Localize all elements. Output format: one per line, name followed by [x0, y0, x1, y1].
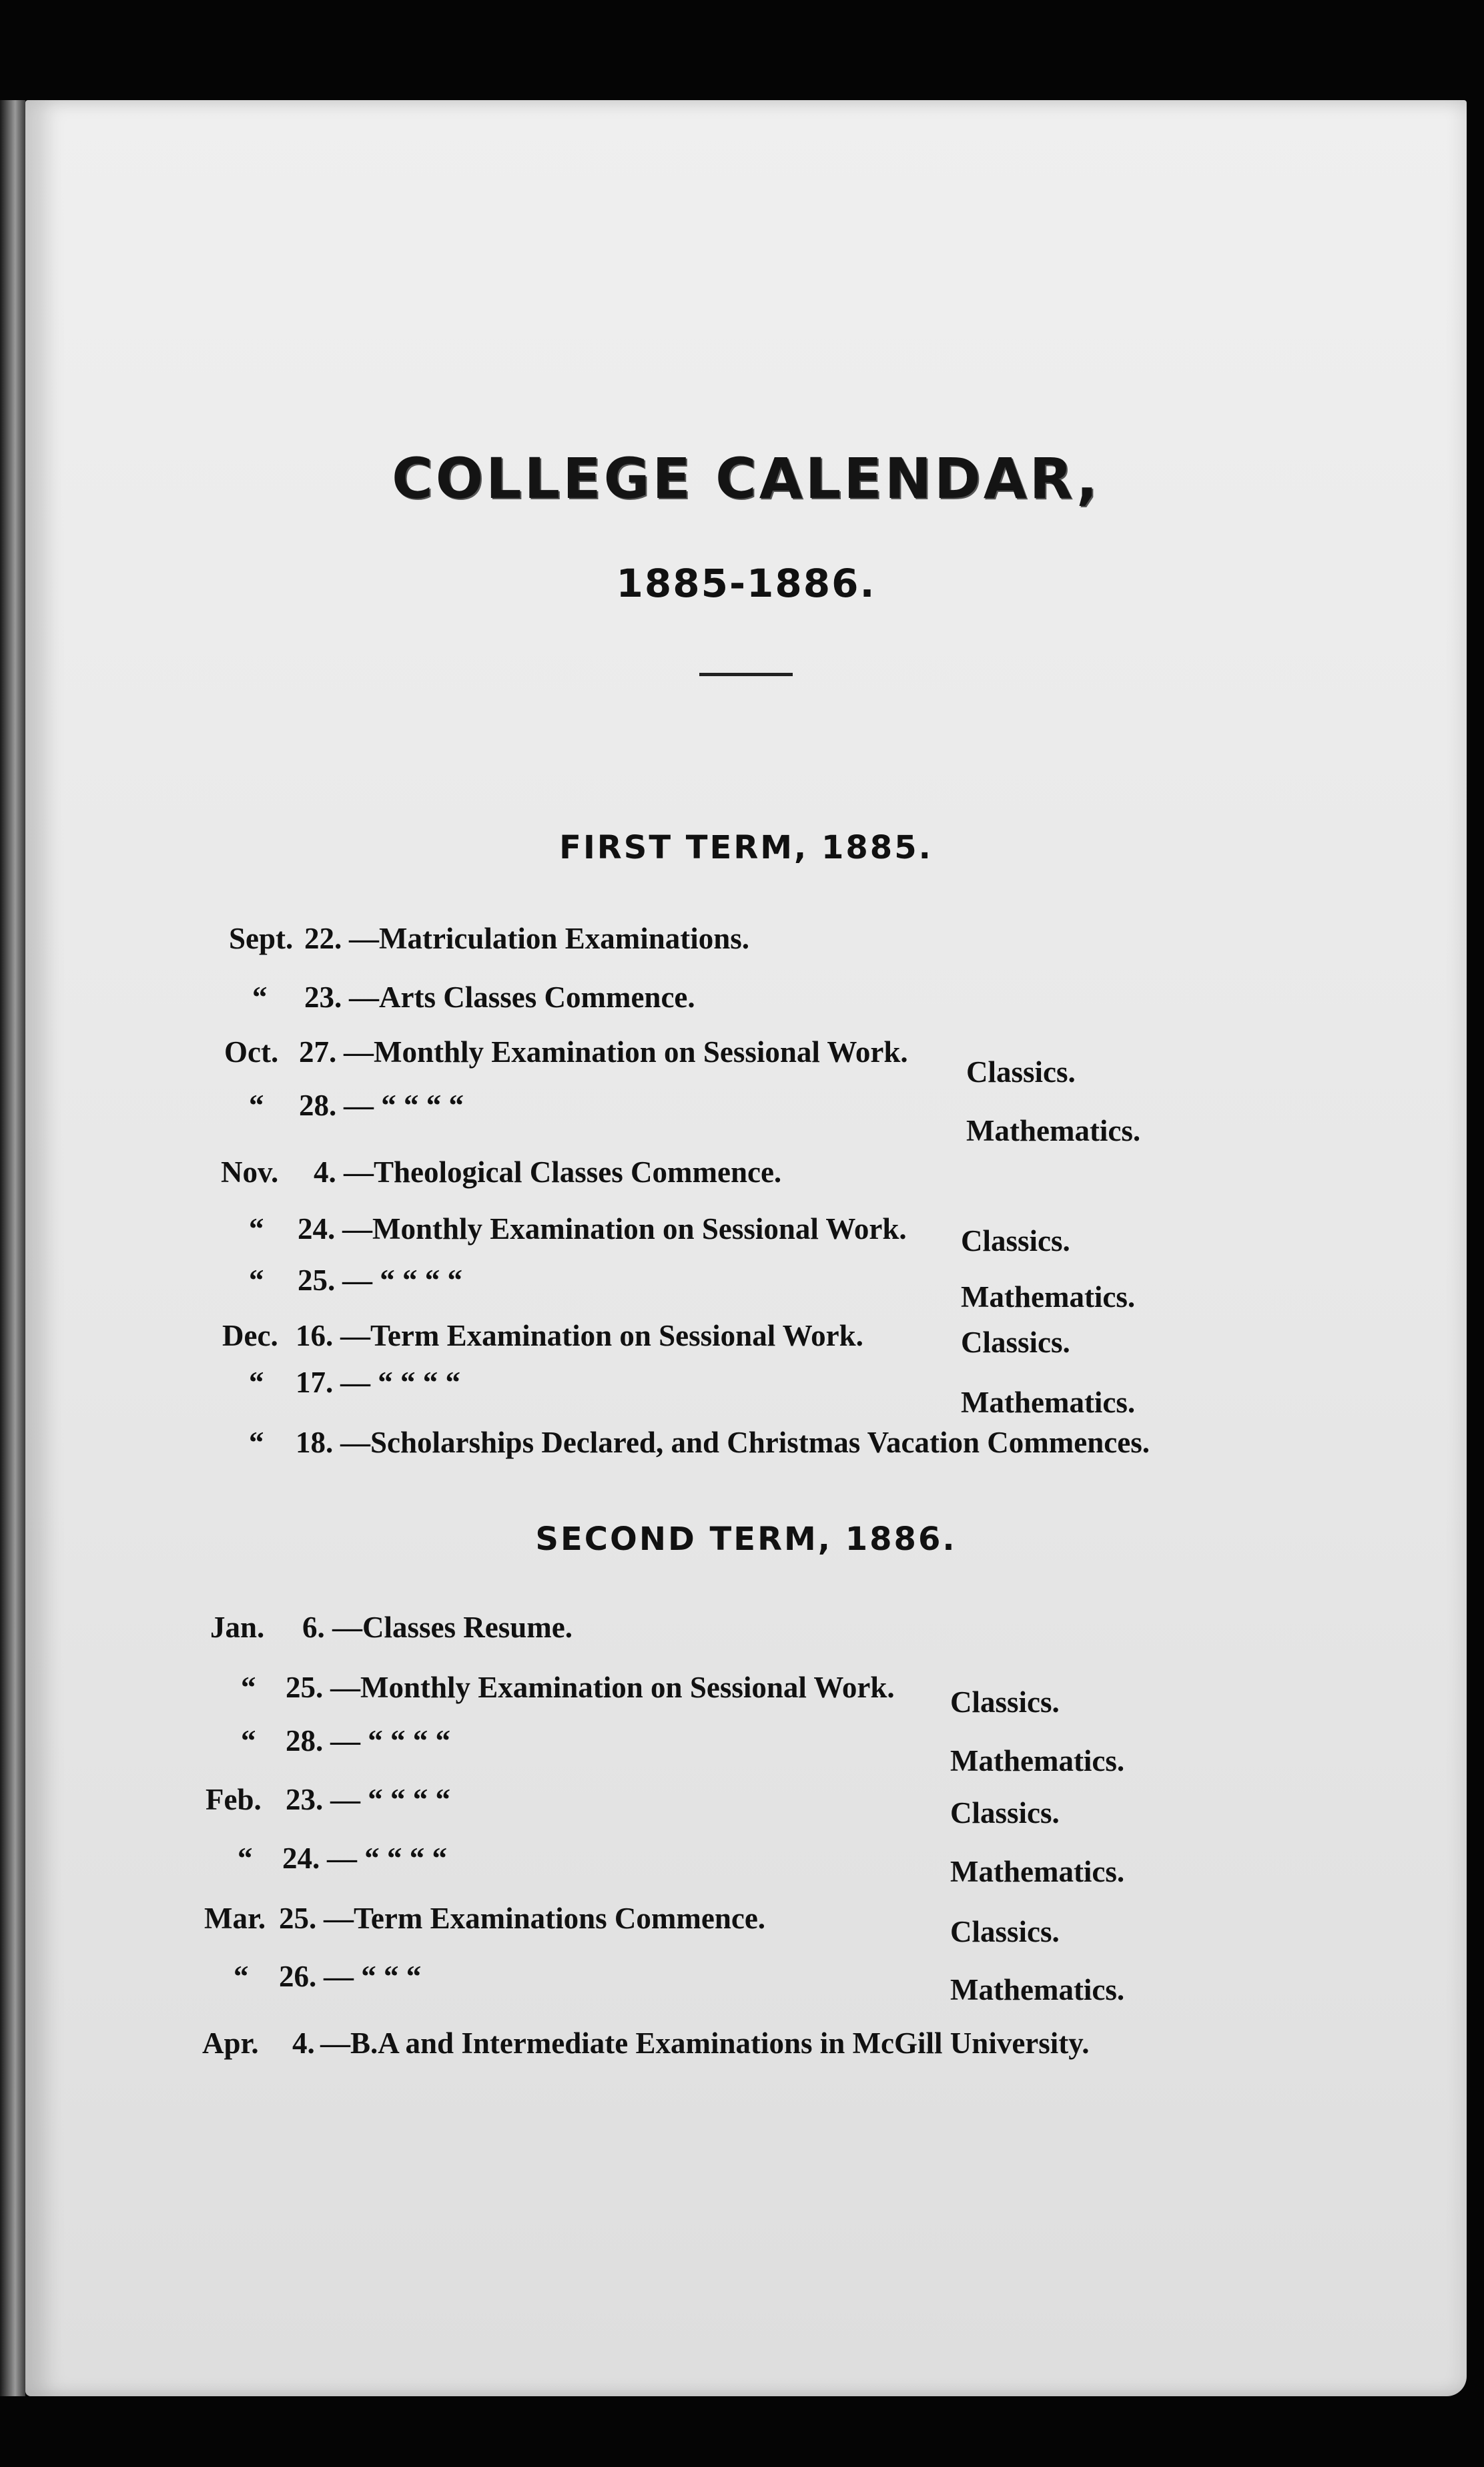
row-date: 28.	[286, 1724, 324, 1757]
row-subject: Classics.	[950, 1796, 1060, 1830]
book-spine-edge	[0, 100, 25, 2396]
row-date: 25.	[279, 1902, 317, 1935]
row-text: —Scholarships Declared, and Christmas Vacation Commences.	[340, 1426, 1150, 1459]
row-text: — “ “ “ “	[330, 1783, 450, 1816]
row-date: 16.	[296, 1319, 334, 1352]
row-text: —Arts Classes Commence.	[349, 981, 695, 1014]
row-text: —Classes Resume.	[332, 1611, 573, 1644]
row-month: “	[249, 1089, 264, 1122]
row-subject: Mathematics.	[950, 1744, 1125, 1777]
page-year: 1885-1886.	[616, 561, 876, 606]
calendar-row	[25, 1723, 1467, 1777]
row-month: “	[241, 1724, 256, 1757]
row-text: — “ “ “ “	[344, 1089, 464, 1122]
row-date: 24.	[282, 1842, 320, 1875]
second-term-heading: SECOND TERM, 1886.	[535, 1521, 957, 1558]
row-subject: Classics.	[950, 1685, 1060, 1719]
row-text: —Monthly Examination on Sessional Work.	[344, 1035, 908, 1069]
row-subject: Mathematics.	[950, 1973, 1125, 2006]
calendar-row	[25, 1365, 1467, 1419]
row-month: Jan.	[210, 1611, 265, 1644]
calendar-row	[25, 1035, 1467, 1089]
row-month: “	[249, 1426, 264, 1459]
row-date: 17.	[296, 1366, 334, 1399]
row-month: Feb.	[206, 1783, 262, 1816]
row-month: “	[241, 1671, 256, 1704]
calendar-row	[25, 2026, 1467, 2066]
calendar-row	[25, 1782, 1467, 1830]
row-text: — “ “ “ “	[340, 1366, 460, 1399]
row-text: —Theological Classes Commence.	[344, 1155, 782, 1189]
row-month: Dec.	[222, 1319, 278, 1352]
row-text: —Monthly Examination on Sessional Work.	[342, 1212, 907, 1246]
row-text: — “ “ “ “	[342, 1264, 462, 1297]
row-month: Nov.	[221, 1155, 279, 1189]
row-date: 25.	[286, 1671, 324, 1704]
row-date: 26.	[279, 1960, 317, 1993]
row-date: 23.	[286, 1783, 324, 1816]
row-month: “	[238, 1842, 253, 1875]
row-text: — “ “ “	[324, 1960, 422, 1993]
row-text: —Term Examination on Sessional Work.	[340, 1319, 863, 1352]
calendar-row	[25, 1211, 1467, 1258]
row-text: —Matriculation Examinations.	[349, 922, 750, 955]
row-month: Oct.	[224, 1035, 279, 1069]
row-subject: Mathematics.	[961, 1386, 1136, 1419]
row-subject: Mathematics.	[966, 1114, 1141, 1147]
row-subject: Mathematics.	[950, 1855, 1125, 1888]
title-rule	[699, 673, 793, 676]
row-date: 4.	[292, 2026, 315, 2060]
row-month: Sept.	[229, 922, 294, 955]
calendar-row	[25, 1959, 1467, 2006]
row-text: —B.A and Intermediate Examinations in McGill University.	[320, 2026, 1090, 2060]
row-month: Apr.	[202, 2026, 259, 2060]
page-title: COLLEGE CALENDAR,	[392, 446, 1100, 511]
row-subject: Classics.	[966, 1055, 1076, 1089]
row-date: 24.	[298, 1212, 336, 1246]
first-term-heading: FIRST TERM, 1885.	[559, 829, 933, 866]
row-text: —Monthly Examination on Sessional Work.	[330, 1671, 895, 1704]
calendar-row	[25, 1088, 1467, 1147]
row-month: Mar.	[204, 1902, 266, 1935]
row-subject: Classics.	[961, 1224, 1070, 1258]
row-date: 23.	[304, 981, 342, 1014]
row-month: “	[249, 1212, 264, 1246]
row-month: “	[234, 1960, 249, 1993]
row-month: “	[252, 981, 268, 1014]
calendar-row	[25, 921, 1467, 961]
row-text: — “ “ “ “	[330, 1724, 450, 1757]
calendar-page	[25, 100, 1467, 2396]
row-subject: Classics.	[961, 1326, 1070, 1359]
row-date: 28.	[299, 1089, 337, 1122]
row-subject: Classics.	[950, 1915, 1060, 1948]
row-subject: Mathematics.	[961, 1280, 1136, 1314]
row-date: 27.	[299, 1035, 337, 1069]
calendar-row	[25, 1901, 1467, 1948]
calendar-row	[25, 1263, 1467, 1314]
calendar-row	[25, 1610, 1467, 1650]
calendar-row	[25, 1155, 1467, 1195]
row-date: 25.	[298, 1264, 336, 1297]
row-date: 6.	[302, 1611, 325, 1644]
calendar-row	[25, 1841, 1467, 1888]
calendar-row	[25, 980, 1467, 1020]
row-text: —Term Examinations Commence.	[324, 1902, 766, 1935]
row-date: 18.	[296, 1426, 334, 1459]
row-date: 4.	[314, 1155, 336, 1189]
calendar-row	[25, 1670, 1467, 1719]
calendar-row	[25, 1425, 1467, 1465]
row-month: “	[249, 1264, 264, 1297]
row-text: — “ “ “ “	[327, 1842, 447, 1875]
row-date: 22.	[304, 922, 342, 955]
row-month: “	[249, 1366, 264, 1399]
calendar-row	[25, 1318, 1467, 1358]
